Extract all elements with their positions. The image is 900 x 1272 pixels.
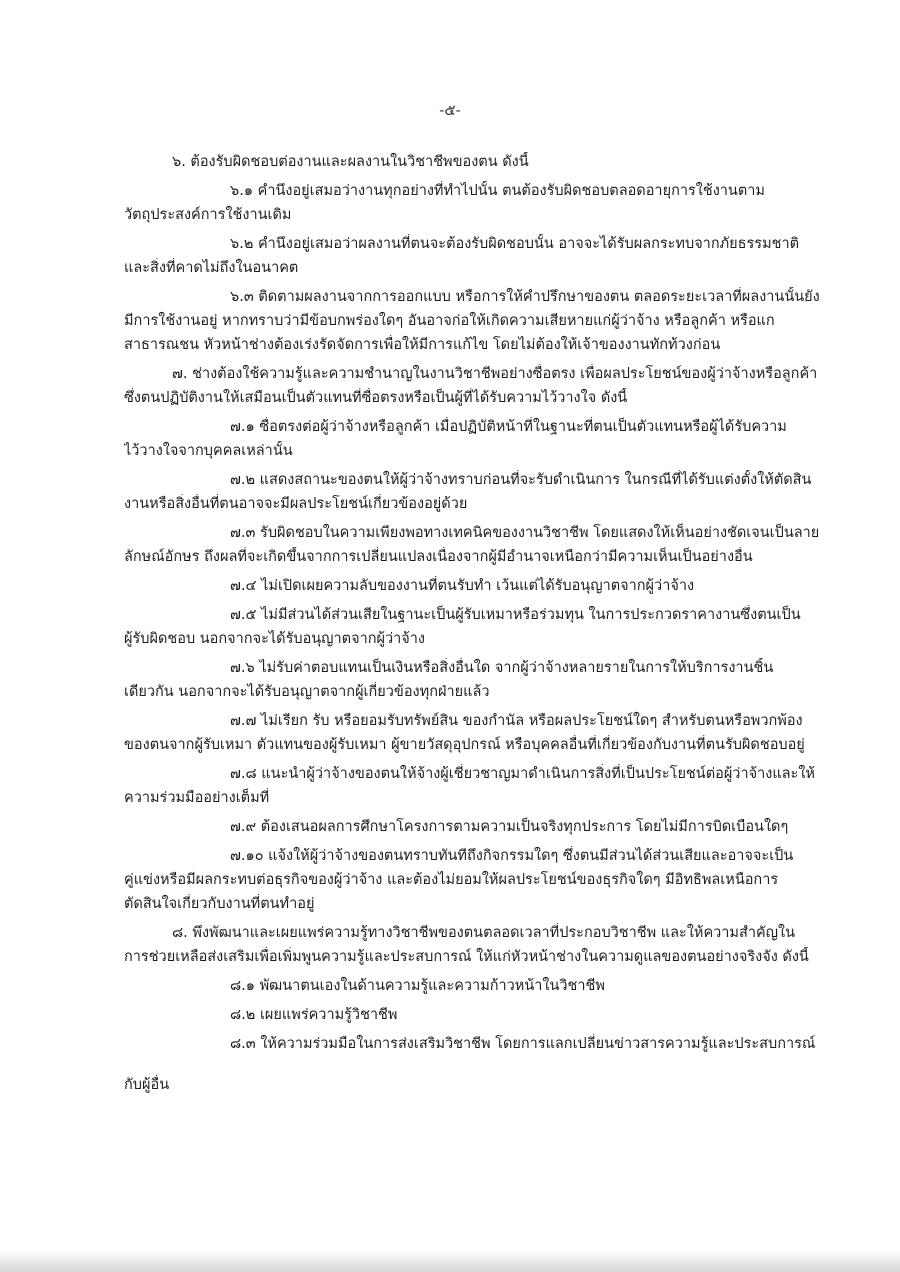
item-8-3-continued: กับผู้อื่น — [124, 1077, 170, 1093]
item-7-7: ๗.๗ ไม่เรียก รับ หรือยอมรับทรัพย์สิน ของกำนัล หรือผลประโยชน์ใดๆ สำหรับตนหรือพวกพ้อง — [230, 713, 803, 729]
item-7-10-continued-1: คู่แข่งหรือมีผลกระทบต่อธุรกิจของผู้ว่าจ้าง และต้องไม่ยอมให้ผลประโยชน์ของธุรกิจใดๆ มีอิทธิพลเหนือการ — [124, 872, 779, 888]
item-7-8-continued: ความร่วมมืออย่างเต็มที่ — [124, 790, 270, 806]
section-6-heading: ๖. ต้องรับผิดชอบต่องานและผลงานในวิชาชีพของตน ดังนี้ — [172, 154, 529, 170]
scan-edge-shadow — [0, 1250, 900, 1272]
item-6-3-continued-2: สาธารณชน หัวหน้าช่างต้องเร่งรัดจัดการเพื่อให้มีการแก้ไข โดยไม่ต้องให้เจ้าของงานทักท้วงก่อน — [124, 337, 721, 353]
item-7-1-continued: ไว้วางใจจากบุคคลเหล่านั้น — [124, 443, 293, 459]
item-8-3: ๘.๓ ให้ความร่วมมือในการส่งเสริมวิชาชีพ โดยการแลกเปลี่ยนข่าวสารความรู้และประสบการณ์ — [230, 1036, 816, 1052]
item-7-6-continued: เดียวกัน นอกจากจะได้รับอนุญาตจากผู้เกี่ยวข้องทุกฝ่ายแล้ว — [124, 684, 490, 700]
item-8-1: ๘.๑ พัฒนาตนเองในด้านความรู้และความก้าวหน้าในวิชาชีพ — [230, 978, 605, 994]
item-6-2-continued: และสิ่งที่คาดไม่ถึงในอนาคต — [124, 260, 299, 276]
item-7-8: ๗.๘ แนะนำผู้ว่าจ้างของตนให้จ้างผู้เชี่ยวชาญมาดำเนินการสิ่งที่เป็นประโยชน์ต่อผู้ว่าจ้างและให้ — [230, 766, 815, 782]
item-7-9: ๗.๙ ต้องเสนอผลการศึกษาโครงการตามความเป็นจริงทุกประการ โดยไม่มีการบิดเบือนใดๆ — [230, 819, 789, 835]
item-7-1: ๗.๑ ซื่อตรงต่อผู้ว่าจ้างหรือลูกค้า เมื่อปฏิบัติหน้าที่ในฐานะที่ตนเป็นตัวแทนหรือผู้ได้รับความ — [230, 419, 787, 435]
section-8-heading-continued: การช่วยเหลือส่งเสริมเพื่อเพิ่มพูนความรู้และประสบการณ์ ให้แก่หัวหน้าช่างในความดูแลของตนอย่างจริงจัง ดังนี้ — [124, 949, 809, 965]
section-7-heading-continued: ซึ่งตนปฏิบัติงานให้เสมือนเป็นตัวแทนที่ซื่อตรงหรือเป็นผู้ที่ได้รับความไว้วางใจ ดังนี้ — [124, 390, 628, 406]
item-7-2: ๗.๒ แสดงสถานะของตนให้ผู้ว่าจ้างทราบก่อนที่จะรับดำเนินการ ในกรณีที่ได้รับแต่งตั้งให้ตัดสิน — [230, 472, 812, 488]
item-7-10: ๗.๑๐ แจ้งให้ผู้ว่าจ้างของตนทราบทันทีถึงกิจกรรมใดๆ ซึ่งตนมีส่วนได้ส่วนเสียและอาจจะเป็น — [230, 848, 794, 864]
item-7-7-continued: ของตนจากผู้รับเหมา ตัวแทนของผู้รับเหมา ผู้ขายวัสดุอุปกรณ์ หรือบุคคลอื่นที่เกี่ยวข้องกับงานที่ตนรับผิดชอบอยู่ — [124, 737, 805, 753]
section-7-heading: ๗. ช่างต้องใช้ความรู้และความชำนาญในงานวิชาชีพอย่างซื่อตรง เพื่อผลประโยชน์ของผู้ว่าจ้างหรือลูกค้า — [172, 366, 818, 382]
item-6-1: ๖.๑ คำนึงอยู่เสมอว่างานทุกอย่างที่ทำไปนั้น ตนต้องรับผิดชอบตลอดอายุการใช้งานตาม — [230, 183, 765, 199]
page-number: -๕- — [439, 101, 461, 119]
item-7-5-continued: ผู้รับผิดชอบ นอกจากจะได้รับอนุญาตจากผู้ว่าจ้าง — [124, 631, 426, 647]
item-6-1-continued: วัตถุประสงค์การใช้งานเดิม — [124, 207, 292, 223]
item-7-4: ๗.๔ ไม่เปิดเผยความลับของงานที่ตนรับทำ เว้นแต่ได้รับอนุญาตจากผู้ว่าจ้าง — [230, 578, 695, 594]
item-6-3-continued-1: มีการใช้งานอยู่ หากทราบว่ามีข้อบกพร่องใดๆ อันอาจก่อให้เกิดความเสียหายแก่ผู้ว่าจ้าง หรือลูกค้า หรือแก — [124, 313, 775, 329]
item-7-3-continued: ลักษณ์อักษร ถึงผลที่จะเกิดขึ้นจากการเปลี่ยนแปลงเนื่องจากผู้มีอำนาจเหนือกว่ามีความเห็นเป็นอย่างอื่น — [124, 549, 753, 565]
item-7-6: ๗.๖ ไม่รับค่าตอบแทนเป็นเงินหรือสิ่งอื่นใด จากผู้ว่าจ้างหลายรายในการให้บริการงานชิ้น — [230, 660, 774, 676]
item-7-5: ๗.๕ ไม่มีส่วนได้ส่วนเสียในฐานะเป็นผู้รับเหมาหรือร่วมทุน ในการประกวดราคางานซึ่งตนเป็น — [230, 607, 801, 623]
item-7-3: ๗.๓ รับผิดชอบในความเพียงพอทางเทคนิคของงานวิชาชีพ โดยแสดงให้เห็นอย่างชัดเจนเป็นลาย — [230, 525, 820, 541]
item-6-2: ๖.๒ คำนึงอยู่เสมอว่าผลงานที่ตนจะต้องรับผิดชอบนั้น อาจจะได้รับผลกระทบจากภัยธรรมชาติ — [230, 236, 800, 252]
item-8-2: ๘.๒ เผยแพร่ความรู้วิชาชีพ — [230, 1007, 398, 1023]
section-8-heading: ๘. พึงพัฒนาและเผยแพร่ความรู้ทางวิชาชีพของตนตลอดเวลาที่ประกอบวิชาชีพ และให้ความสำคัญใน — [172, 925, 796, 941]
item-7-2-continued: งานหรือสิ่งอื่นที่ตนอาจจะมีผลประโยชน์เกี่ยวข้องอยู่ด้วย — [124, 496, 468, 512]
item-7-10-continued-2: ตัดสินใจเกี่ยวกับงานที่ตนทำอยู่ — [124, 896, 315, 912]
item-6-3: ๖.๓ ติดตามผลงานจากการออกแบบ หรือการให้คำปรึกษาของตน ตลอดระยะเวลาที่ผลงานนั้นยัง — [230, 289, 820, 305]
